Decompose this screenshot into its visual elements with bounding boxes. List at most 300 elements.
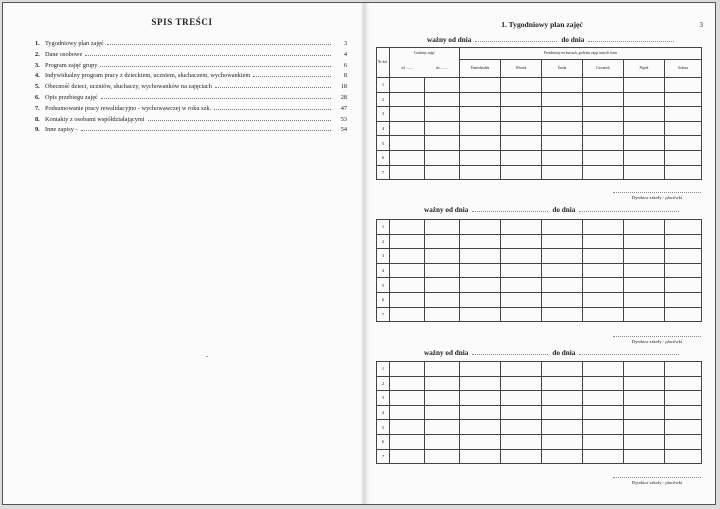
table-cell[interactable] <box>501 150 542 165</box>
table-cell[interactable] <box>460 376 501 391</box>
toc-item-label: Obecność dzieci, uczniów, słuchaczy, wychowanków na zajęciach <box>45 83 212 91</box>
table-cell[interactable] <box>460 292 501 307</box>
table-cell[interactable] <box>390 292 425 307</box>
table-cell[interactable] <box>624 234 665 249</box>
toc-item[interactable] <box>35 104 347 115</box>
table-cell[interactable] <box>501 107 542 122</box>
table-cell[interactable] <box>665 362 702 377</box>
table-cell[interactable] <box>624 165 665 180</box>
table-cell[interactable] <box>460 405 501 420</box>
toc-item-number: 7. <box>35 104 40 112</box>
row-number: 3 <box>377 107 390 122</box>
signature-block <box>613 477 701 485</box>
table-cell[interactable] <box>665 263 702 278</box>
table-cell[interactable] <box>460 391 501 406</box>
table-cell[interactable] <box>460 307 501 322</box>
table-row <box>377 121 702 136</box>
table-cell[interactable] <box>665 136 702 151</box>
table-cell[interactable] <box>665 234 702 249</box>
table-cell[interactable] <box>390 278 425 293</box>
table-cell[interactable] <box>501 376 542 391</box>
table-cell[interactable] <box>542 420 583 435</box>
table-cell[interactable] <box>542 249 583 264</box>
table-cell[interactable] <box>501 92 542 107</box>
toc-item[interactable] <box>35 125 347 136</box>
table-cell[interactable] <box>501 405 542 420</box>
table-cell[interactable] <box>665 391 702 406</box>
table-cell[interactable] <box>624 263 665 278</box>
table-cell[interactable] <box>390 165 425 180</box>
header-day: Sobota <box>665 60 702 78</box>
toc-dot-leader <box>85 51 331 56</box>
table-cell[interactable] <box>665 376 702 391</box>
table-cell[interactable] <box>583 234 624 249</box>
toc-item-number: 1. <box>35 40 40 47</box>
toc-item-page: 4 <box>343 50 347 58</box>
table-cell[interactable] <box>501 434 542 449</box>
table-header-row <box>377 48 702 60</box>
table-cell[interactable] <box>501 362 542 377</box>
toc-item-number: 9. <box>35 126 40 134</box>
table-cell[interactable] <box>542 92 583 107</box>
table-cell[interactable] <box>425 362 460 377</box>
table-cell[interactable] <box>542 307 583 322</box>
table-cell[interactable] <box>583 292 624 307</box>
valid-from-field[interactable] <box>475 36 557 42</box>
valid-to-field[interactable] <box>588 36 674 42</box>
table-cell[interactable] <box>624 278 665 293</box>
table-cell[interactable] <box>624 292 665 307</box>
table-cell[interactable] <box>583 362 624 377</box>
toc-dot-leader <box>148 116 331 121</box>
signature-block <box>613 192 701 200</box>
table-row <box>377 92 702 107</box>
table-cell[interactable] <box>390 249 425 264</box>
table-cell[interactable] <box>583 263 624 278</box>
signature-block <box>613 336 701 344</box>
table-row <box>377 420 702 435</box>
table-cell[interactable] <box>501 234 542 249</box>
valid-from-label: ważny od dnia <box>424 206 469 214</box>
table-cell[interactable] <box>624 136 665 151</box>
toc-item-page: 28 <box>340 93 347 101</box>
table-cell[interactable] <box>665 405 702 420</box>
header-day: Piątek <box>624 60 665 78</box>
toc-item-number: 4. <box>35 72 40 80</box>
toc-item[interactable] <box>35 71 347 82</box>
table-cell[interactable] <box>501 391 542 406</box>
table-cell[interactable] <box>425 249 460 264</box>
signature-line[interactable] <box>613 192 701 193</box>
table-cell[interactable] <box>624 220 665 235</box>
table-cell[interactable] <box>460 78 501 93</box>
table-cell[interactable] <box>665 78 702 93</box>
toc-item-number: 8. <box>35 115 40 123</box>
paper-speck <box>206 356 208 357</box>
header-day: Środa <box>542 60 583 78</box>
table-cell[interactable] <box>425 220 460 235</box>
table-cell[interactable] <box>583 376 624 391</box>
section-title: 1. Tygodniowy plan zajęć <box>501 20 583 29</box>
table-cell[interactable] <box>425 391 460 406</box>
table-row <box>377 405 702 420</box>
table-row <box>377 78 702 93</box>
row-number: 6 <box>377 434 390 449</box>
table-cell[interactable] <box>624 307 665 322</box>
table-row <box>377 263 702 278</box>
table-row <box>377 107 702 122</box>
table-row <box>377 220 702 235</box>
table-cell[interactable] <box>460 449 501 464</box>
table-cell[interactable] <box>501 292 542 307</box>
table-cell[interactable] <box>460 150 501 165</box>
validity-line <box>427 36 674 44</box>
table-cell[interactable] <box>501 220 542 235</box>
table-cell[interactable] <box>624 449 665 464</box>
table-cell[interactable] <box>390 405 425 420</box>
table-row <box>377 376 702 391</box>
valid-to-label: do dnia <box>552 206 576 214</box>
signature-line[interactable] <box>613 336 701 337</box>
valid-from-field[interactable] <box>472 349 548 355</box>
table-row <box>377 136 702 151</box>
table-cell[interactable] <box>460 249 501 264</box>
toc-item[interactable] <box>35 82 347 93</box>
table-cell[interactable] <box>425 92 460 107</box>
valid-from-field[interactable] <box>472 206 548 212</box>
table-cell[interactable] <box>501 78 542 93</box>
table-cell[interactable] <box>624 249 665 264</box>
table-cell[interactable] <box>624 121 665 136</box>
toc-item-label: Podsumowanie pracy rewalidacyjno - wychowawczej w roku szk. <box>45 104 212 112</box>
row-number: 2 <box>377 376 390 391</box>
toc-dot-leader <box>215 83 331 88</box>
table-cell[interactable] <box>425 420 460 435</box>
toc-item-label: Indywidualny program pracy z dzieckiem, uczniem, słuchaczem, wychowankiem <box>45 72 251 80</box>
table-cell[interactable] <box>390 92 425 107</box>
table-cell[interactable] <box>390 136 425 151</box>
table-cell[interactable] <box>460 136 501 151</box>
row-number: 3 <box>377 249 390 264</box>
table-cell[interactable] <box>425 434 460 449</box>
table-cell[interactable] <box>460 234 501 249</box>
row-number: 2 <box>377 234 390 249</box>
toc-dot-leader <box>214 105 331 110</box>
table-cell[interactable] <box>542 376 583 391</box>
valid-from-label: ważny od dnia <box>427 36 472 44</box>
table-cell[interactable] <box>542 292 583 307</box>
table-cell[interactable] <box>665 107 702 122</box>
table-cell[interactable] <box>583 150 624 165</box>
header-day: Czwartek <box>583 60 624 78</box>
table-cell[interactable] <box>460 107 501 122</box>
table-cell[interactable] <box>425 292 460 307</box>
table-cell[interactable] <box>624 107 665 122</box>
table-cell[interactable] <box>583 307 624 322</box>
notebook-spread <box>2 2 716 505</box>
header-day: Poniedziałek <box>460 60 501 78</box>
row-number: 2 <box>377 92 390 107</box>
table-cell[interactable] <box>425 121 460 136</box>
table-cell[interactable] <box>665 150 702 165</box>
header-day: Wtorek <box>501 60 542 78</box>
table-cell[interactable] <box>390 376 425 391</box>
table-row <box>377 278 702 293</box>
table-cell[interactable] <box>542 150 583 165</box>
table-cell[interactable] <box>390 150 425 165</box>
toc-item-label: Tygodniowy plan zajęć <box>45 40 104 47</box>
toc-item-label: Dane osobowe <box>45 50 83 58</box>
table-cell[interactable] <box>501 307 542 322</box>
table-cell[interactable] <box>624 92 665 107</box>
table-cell[interactable] <box>425 165 460 180</box>
toc-dot-leader <box>100 62 331 67</box>
table-cell[interactable] <box>425 449 460 464</box>
toc-item-label: Opis przebiegu zajęć <box>45 93 98 101</box>
table-cell[interactable] <box>390 307 425 322</box>
row-number: 5 <box>377 278 390 293</box>
table-cell[interactable] <box>542 234 583 249</box>
signature-label: Dyrektor szkoły - placówki <box>631 195 683 200</box>
toc-item-label: Inne zapisy - <box>45 126 78 134</box>
validity-line <box>424 206 679 214</box>
toc-item-page: 53 <box>340 115 347 123</box>
toc-title: SPIS TREŚCI <box>151 17 213 27</box>
row-number: 5 <box>377 420 390 435</box>
table-cell[interactable] <box>542 107 583 122</box>
table-cell[interactable] <box>624 150 665 165</box>
table-row <box>377 434 702 449</box>
table-cell[interactable] <box>460 92 501 107</box>
table-cell[interactable] <box>425 405 460 420</box>
header-do: do ........ <box>425 60 460 78</box>
table-cell[interactable] <box>542 278 583 293</box>
row-number: 4 <box>377 405 390 420</box>
signature-line[interactable] <box>613 477 701 478</box>
table-cell[interactable] <box>624 434 665 449</box>
table-cell[interactable] <box>460 220 501 235</box>
table-cell[interactable] <box>624 362 665 377</box>
table-row <box>377 362 702 377</box>
table-cell[interactable] <box>583 165 624 180</box>
header-hours: Godziny zajęć <box>390 48 460 60</box>
row-number: 6 <box>377 150 390 165</box>
weekly-plan-table <box>376 47 702 180</box>
table-cell[interactable] <box>460 263 501 278</box>
table-row <box>377 307 702 322</box>
table-cell[interactable] <box>460 420 501 435</box>
table-cell[interactable] <box>390 78 425 93</box>
table-cell[interactable] <box>542 165 583 180</box>
table-cell[interactable] <box>665 92 702 107</box>
table-cell[interactable] <box>460 278 501 293</box>
weekly-plan-table <box>376 361 702 464</box>
toc-dot-leader <box>81 126 331 131</box>
table-cell[interactable] <box>460 121 501 136</box>
right-page <box>369 3 715 504</box>
valid-to-label: do dnia <box>552 349 576 357</box>
toc-item[interactable] <box>35 115 347 126</box>
toc-item-page: 3 <box>343 40 347 47</box>
toc-item[interactable] <box>35 39 347 50</box>
table-cell[interactable] <box>624 376 665 391</box>
valid-to-label: do dnia <box>561 36 585 44</box>
table-row <box>377 249 702 264</box>
table-cell[interactable] <box>583 405 624 420</box>
valid-from-label: ważny od dnia <box>424 349 469 357</box>
row-number: 3 <box>377 391 390 406</box>
table-row <box>377 449 702 464</box>
header-od: od ........ <box>390 60 425 78</box>
table-cell[interactable] <box>583 391 624 406</box>
row-number: 1 <box>377 78 390 93</box>
table-cell[interactable] <box>501 420 542 435</box>
row-number: 4 <box>377 263 390 278</box>
table-cell[interactable] <box>501 449 542 464</box>
valid-to-field[interactable] <box>579 206 679 212</box>
book-gutter <box>361 3 369 504</box>
table-cell[interactable] <box>390 234 425 249</box>
table-cell[interactable] <box>665 420 702 435</box>
toc-item-page: 47 <box>340 104 347 112</box>
table-cell[interactable] <box>390 220 425 235</box>
table-cell[interactable] <box>501 278 542 293</box>
table-cell[interactable] <box>501 263 542 278</box>
table-cell[interactable] <box>665 278 702 293</box>
table-cell[interactable] <box>425 150 460 165</box>
signature-label: Dyrektor szkoły - placówki <box>631 339 683 344</box>
table-cell[interactable] <box>665 292 702 307</box>
row-number: 5 <box>377 136 390 151</box>
table-cell[interactable] <box>390 434 425 449</box>
table-cell[interactable] <box>583 249 624 264</box>
table-cell[interactable] <box>425 78 460 93</box>
toc-item[interactable] <box>35 61 347 72</box>
validity-line <box>424 349 679 357</box>
table-cell[interactable] <box>542 136 583 151</box>
table-cell[interactable] <box>583 434 624 449</box>
table-header-row <box>377 60 702 78</box>
table-cell[interactable] <box>460 434 501 449</box>
table-row <box>377 391 702 406</box>
left-page <box>3 3 361 504</box>
table-cell[interactable] <box>583 78 624 93</box>
table-cell[interactable] <box>390 121 425 136</box>
table-cell[interactable] <box>501 165 542 180</box>
row-number: 6 <box>377 292 390 307</box>
table-cell[interactable] <box>390 263 425 278</box>
table-cell[interactable] <box>624 420 665 435</box>
toc-dot-leader <box>253 72 331 77</box>
table-cell[interactable] <box>425 307 460 322</box>
table-cell[interactable] <box>542 362 583 377</box>
table-cell[interactable] <box>390 391 425 406</box>
row-number: 1 <box>377 362 390 377</box>
table-cell[interactable] <box>501 121 542 136</box>
page-number: 3 <box>699 21 703 29</box>
table-cell[interactable] <box>665 165 702 180</box>
table-cell[interactable] <box>390 420 425 435</box>
table-cell[interactable] <box>390 449 425 464</box>
table-cell[interactable] <box>390 362 425 377</box>
weekly-plan-table <box>376 219 702 322</box>
table-cell[interactable] <box>583 136 624 151</box>
table-cell[interactable] <box>583 121 624 136</box>
table-cell[interactable] <box>583 420 624 435</box>
table-cell[interactable] <box>665 449 702 464</box>
table-cell[interactable] <box>665 220 702 235</box>
toc-item-label: Kontakty z osobami współdziałającymi <box>45 115 145 123</box>
toc-item-number: 6. <box>35 93 40 101</box>
table-cell[interactable] <box>624 391 665 406</box>
toc-item-label: Program zajęć grupy <box>45 61 98 69</box>
table-cell[interactable] <box>542 263 583 278</box>
table-cell[interactable] <box>425 278 460 293</box>
table-of-contents <box>35 39 347 136</box>
header-nr: Nr kol. <box>377 48 390 78</box>
table-cell[interactable] <box>583 107 624 122</box>
table-cell[interactable] <box>542 405 583 420</box>
row-number: 4 <box>377 121 390 136</box>
table-cell[interactable] <box>425 107 460 122</box>
toc-item[interactable] <box>35 50 347 61</box>
table-cell[interactable] <box>665 249 702 264</box>
table-cell[interactable] <box>583 278 624 293</box>
table-cell[interactable] <box>665 121 702 136</box>
toc-item-page: 54 <box>340 126 347 134</box>
row-number: 7 <box>377 449 390 464</box>
toc-item-page: 8 <box>343 72 347 80</box>
table-cell[interactable] <box>425 136 460 151</box>
toc-item-number: 2. <box>35 50 40 58</box>
table-row <box>377 150 702 165</box>
table-cell[interactable] <box>583 449 624 464</box>
table-cell[interactable] <box>542 220 583 235</box>
table-cell[interactable] <box>425 263 460 278</box>
table-cell[interactable] <box>425 234 460 249</box>
table-cell[interactable] <box>583 92 624 107</box>
table-cell[interactable] <box>665 307 702 322</box>
toc-item-number: 3. <box>35 61 40 69</box>
toc-dot-leader <box>101 94 331 99</box>
table-cell[interactable] <box>624 405 665 420</box>
row-number: 1 <box>377 220 390 235</box>
valid-to-field[interactable] <box>579 349 679 355</box>
toc-item-number: 5. <box>35 83 40 91</box>
toc-item-page: 6 <box>343 61 347 69</box>
header-od-label: od <box>401 65 405 70</box>
table-cell[interactable] <box>583 220 624 235</box>
table-row <box>377 165 702 180</box>
table-cell[interactable] <box>624 78 665 93</box>
table-cell[interactable] <box>460 362 501 377</box>
header-subjects: Przedmioty na kursach, godziny zajęć innych form <box>460 48 702 60</box>
table-cell[interactable] <box>501 249 542 264</box>
table-cell[interactable] <box>425 376 460 391</box>
table-cell[interactable] <box>542 449 583 464</box>
toc-dot-leader <box>107 40 331 45</box>
header-do-label: do <box>435 65 440 70</box>
table-cell[interactable] <box>390 107 425 122</box>
table-cell[interactable] <box>542 434 583 449</box>
table-cell[interactable] <box>665 434 702 449</box>
table-cell[interactable] <box>542 78 583 93</box>
table-cell[interactable] <box>542 391 583 406</box>
table-cell[interactable] <box>460 165 501 180</box>
table-cell[interactable] <box>501 136 542 151</box>
toc-item[interactable] <box>35 93 347 104</box>
table-cell[interactable] <box>542 121 583 136</box>
